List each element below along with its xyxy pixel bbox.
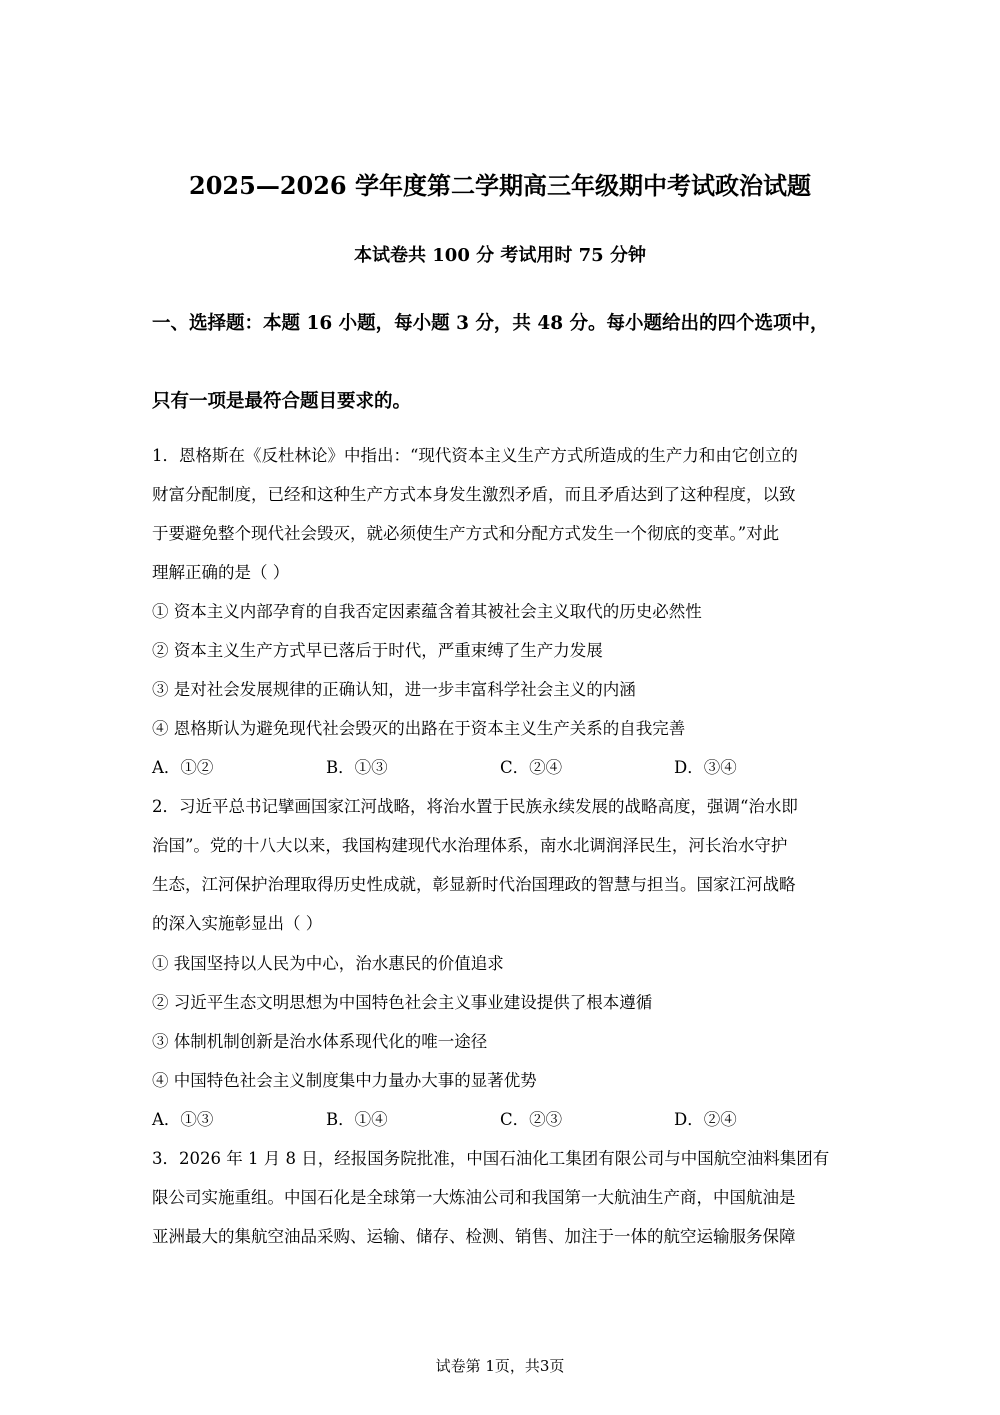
q2-stem-line: 生态，江河保护治理取得历史性成就，彰显新时代治国理政的智慧与担当。国家江河战略: [152, 875, 796, 894]
q2-stem-line: 2．习近平总书记擘画国家江河战略，将治水置于民族永续发展的战略高度，强调“治水即: [152, 797, 798, 816]
q3-stem-line: 3．2026 年 1 月 8 日，经报国务院批准，中国石油化工集团有限公司与中国航空油料集团有: [152, 1149, 830, 1168]
q1-statement: ④ 恩格斯认为避免现代社会毁灭的出路在于资本主义生产关系的自我完善: [152, 719, 686, 738]
q2-statement: ③ 体制机制创新是治水体系现代化的唯一途径: [152, 1032, 488, 1051]
q1-stem-line: 于要避免整个现代社会毁灭，就必须使生产方式和分配方式发生一个彻底的变革。”对此: [152, 524, 780, 543]
q1-statement: ① 资本主义内部孕育的自我否定因素蕴含着其被社会主义取代的历史必然性: [152, 602, 702, 621]
exam-info: 本试卷共 100 分 考试用时 75 分钟: [354, 245, 646, 266]
q2-option-c: C．②③: [500, 1110, 563, 1129]
q1-statement: ③ 是对社会发展规律的正确认知，进一步丰富科学社会主义的内涵: [152, 680, 636, 699]
q2-option-b: B．①④: [326, 1110, 388, 1129]
q1-option-a: A．①②: [152, 758, 214, 777]
q3-stem-line: 亚洲最大的集航空油品采购、运输、储存、检测、销售、加注于一体的航空运输服务保障: [152, 1227, 796, 1246]
q2-stem-line: 的深入实施彰显出（ ）: [152, 914, 323, 933]
section-heading-cont: 只有一项是最符合题目要求的。: [152, 391, 412, 412]
q2-statement: ② 习近平生态文明思想为中国特色社会主义事业建设提供了根本遵循: [152, 993, 653, 1012]
q1-option-d: D．③④: [674, 758, 737, 777]
q1-statement: ② 资本主义生产方式早已落后于时代，严重束缚了生产力发展: [152, 641, 603, 660]
q2-option-a: A．①③: [152, 1110, 214, 1129]
page-title: 2025—2026 学年度第二学期高三年级期中考试政治试题: [189, 171, 811, 200]
q2-stem-line: 治国”。党的十八大以来，我国构建现代水治理体系，南水北调润泽民生，河长治水守护: [152, 836, 788, 855]
q1-stem-line: 财富分配制度，已经和这种生产方式本身发生激烈矛盾，而且矛盾达到了这种程度，以致: [152, 485, 796, 504]
section-heading: 一、选择题：本题 16 小题，每小题 3 分，共 48 分。每小题给出的四个选项中，: [152, 313, 829, 334]
q1-option-c: C．②④: [500, 758, 563, 777]
q2-statement: ④ 中国特色社会主义制度集中力量办大事的显著优势: [152, 1071, 537, 1090]
q2-option-d: D．②④: [674, 1110, 737, 1129]
q2-statement: ① 我国坚持以人民为中心，治水惠民的价值追求: [152, 954, 504, 973]
q1-stem-line: 理解正确的是（ ）: [152, 563, 290, 582]
q3-stem-line: 限公司实施重组。中国石化是全球第一大炼油公司和我国第一大航油生产商，中国航油是: [152, 1188, 796, 1207]
q1-stem-line: 1．恩格斯在《反杜林论》中指出：“现代资本主义生产方式所造成的生产力和由它创立的: [152, 446, 798, 465]
page-footer: 试卷第 1页，共3页: [435, 1357, 565, 1375]
q1-option-b: B．①③: [326, 758, 388, 777]
